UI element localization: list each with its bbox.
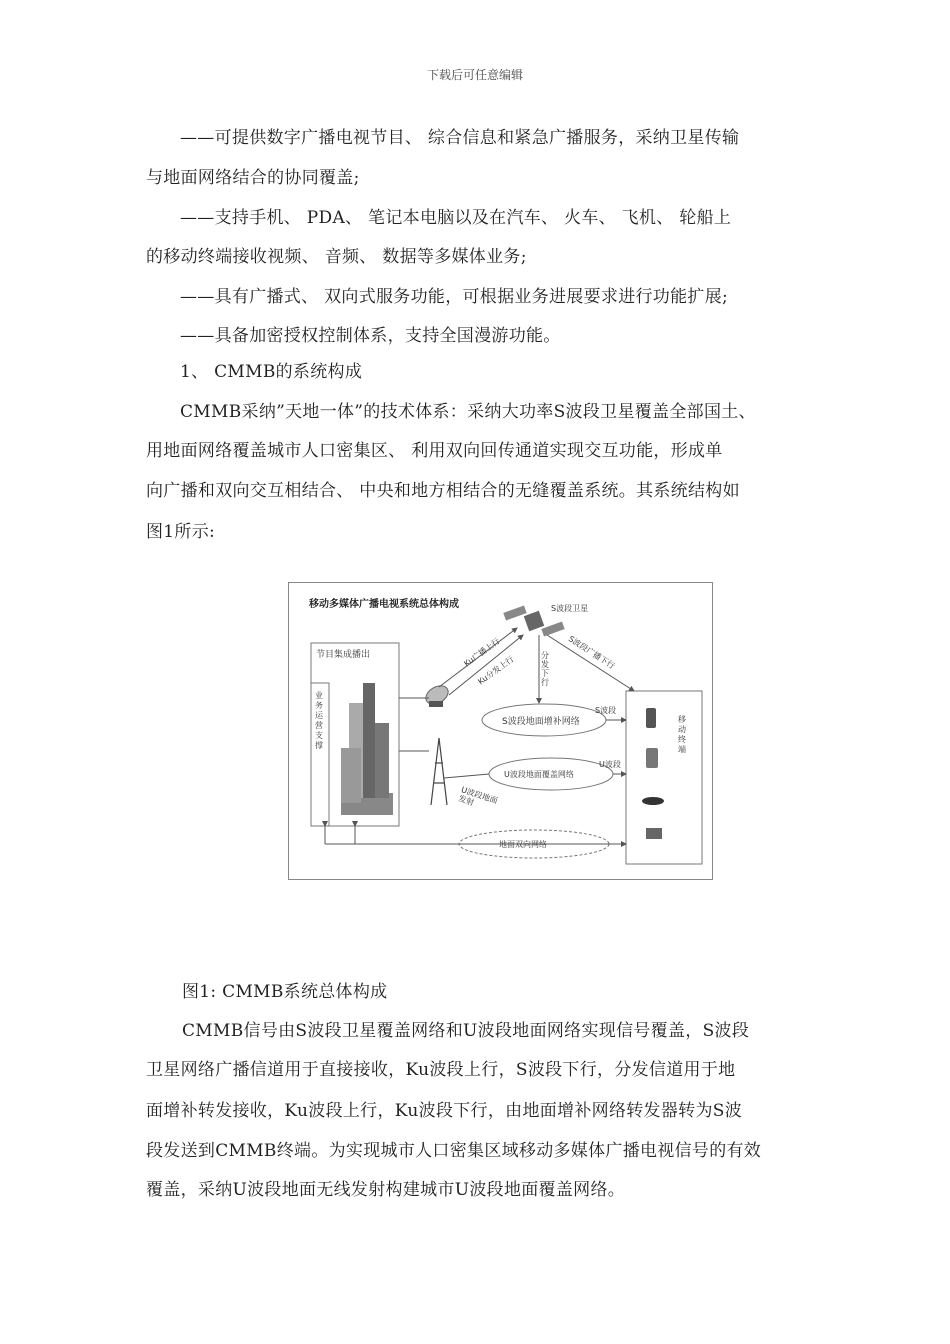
s-broadcast-down-label: S波段广播下行 xyxy=(566,634,617,671)
tower-icon xyxy=(431,738,447,805)
ku-up-label: Ku广播上行 xyxy=(462,636,502,669)
paragraph-line: ——支持手机、 PDA、 笔记本电脑以及在汽车、 火车、 飞机、 轮船上 xyxy=(180,208,732,228)
pda-icon xyxy=(646,748,658,768)
mobile-terminal-label: 移动终端 xyxy=(678,715,686,754)
page-header: 下载后可任意编辑 xyxy=(426,68,523,82)
section-heading: 1、 CMMB的系统构成 xyxy=(180,362,363,382)
laptop-icon xyxy=(646,828,662,839)
paragraph-line: ——具备加密授权控制体系，支持全国漫游功能。 xyxy=(180,326,561,346)
paragraph-line: ——可提供数字广播电视节目、 综合信息和紧急广播服务，采纳卫星传输 xyxy=(180,128,740,148)
u-ground-net-label: U波段地面覆盖网络 xyxy=(504,770,574,779)
paragraph-line: CMMB采纳”天地一体”的技术体系：采纳大功率S波段卫星覆盖全部国土、 xyxy=(180,402,756,422)
paragraph-line: 图1所示: xyxy=(146,522,216,542)
satellite-label: S波段卫星 xyxy=(551,604,589,613)
system-diagram xyxy=(288,582,713,880)
program-box-label: 节目集成播出 xyxy=(316,650,371,660)
paragraph-line: 面增补转发接收，Ku波段上行，Ku波段下行，由地面增补网络转发器转为S波 xyxy=(146,1101,742,1121)
s-ground-net-label: S波段地面增补网络 xyxy=(502,717,580,727)
u-tx-label: U波段地面发射 xyxy=(457,785,499,808)
ku-dist-up-label: Ku分发上行 xyxy=(476,654,516,687)
diagram-graphics xyxy=(289,583,714,881)
paragraph-line: 的移动终端接收视频、 音频、 数据等多媒体业务; xyxy=(146,247,527,267)
ground-two-way-label: 地面双向网络 xyxy=(499,840,547,849)
paragraph-line: 向广播和双向交互相结合、 中央和地方相结合的无缝覆盖系统。其系统结构如 xyxy=(146,481,740,501)
figure-caption: 图1: CMMB系统总体构成 xyxy=(182,982,388,1002)
s-band-label: S波段 xyxy=(595,706,617,715)
building-icon xyxy=(341,683,393,815)
paragraph-line: 卫星网络广播信道用于直接接收，Ku波段上行，S波段下行，分发信道用于地 xyxy=(146,1060,736,1080)
car-icon xyxy=(642,797,664,805)
figure-title: 移动多媒体广播电视系统总体构成 xyxy=(309,599,459,610)
paragraph-line: 段发送到CMMB终端。为实现城市人口密集区域移动多媒体广播电视信号的有效 xyxy=(146,1141,762,1161)
u-band-label: U波段 xyxy=(599,760,621,769)
dist-down-label: 分发下行 xyxy=(541,651,549,687)
dish-icon xyxy=(423,682,452,708)
paragraph-line: 覆盖，采纳U波段地面无线发射构建城市U波段地面覆盖网络。 xyxy=(146,1180,626,1200)
phone-icon xyxy=(646,708,656,728)
ops-support-label: 业务运营支撑 xyxy=(315,691,323,750)
cloud-shape xyxy=(459,704,613,858)
paragraph-line: ——具有广播式、 双向式服务功能，可根据业务进展要求进行功能扩展; xyxy=(180,287,729,307)
paragraph-line: 与地面网络结合的协同覆盖; xyxy=(146,168,360,188)
paragraph-line: CMMB信号由S波段卫星覆盖网络和U波段地面网络实现信号覆盖，S波段 xyxy=(182,1021,750,1041)
paragraph-line: 用地面网络覆盖城市人口密集区、 利用双向回传通道实现交互功能，形成单 xyxy=(146,441,723,461)
